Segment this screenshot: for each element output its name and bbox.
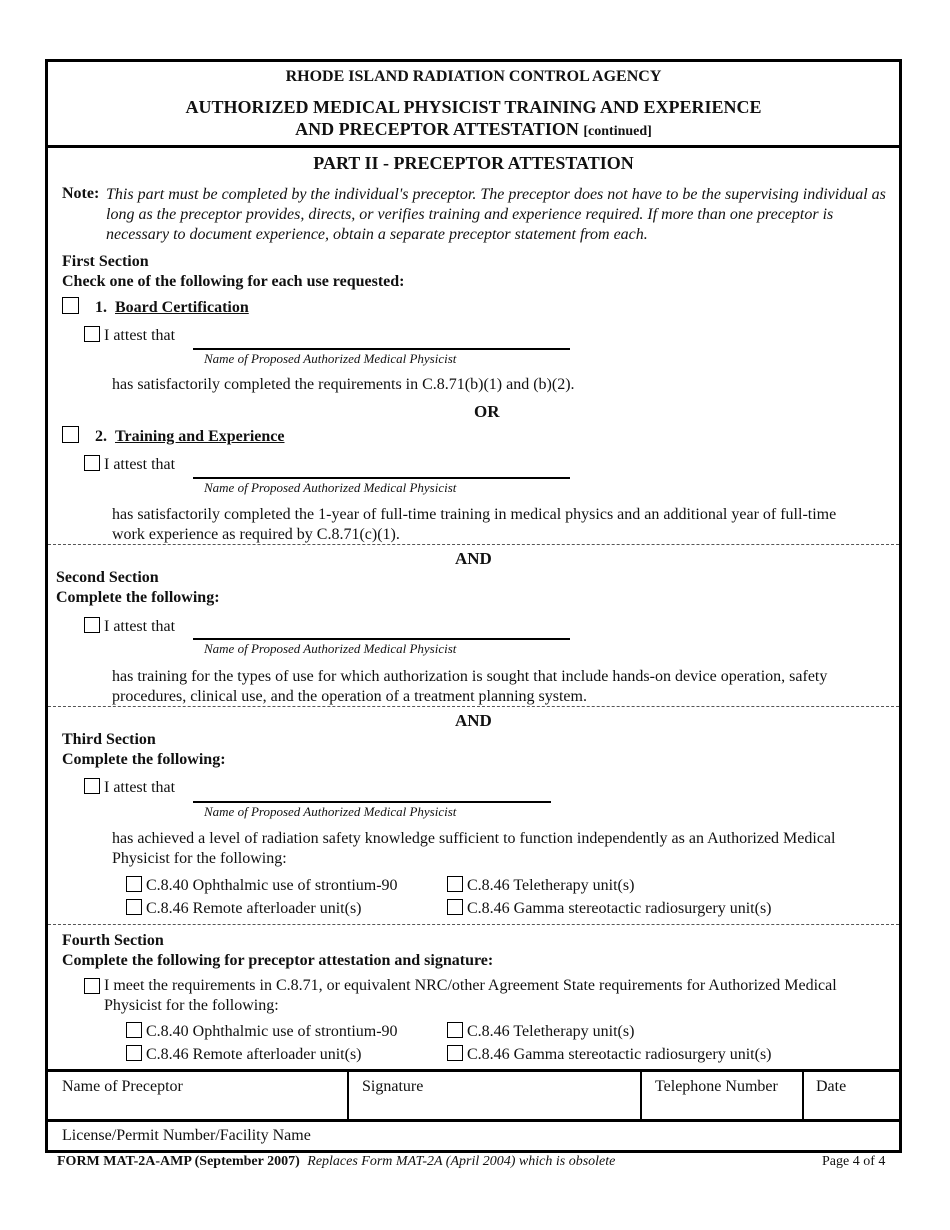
section4-option-ophthalmic — [126, 1022, 398, 1041]
option2-name-field[interactable] — [193, 477, 570, 479]
signature-col-divider-3 — [802, 1071, 804, 1120]
option2-number: 2. — [95, 428, 107, 445]
option1-attest-row — [84, 326, 175, 345]
section3-teletherapy-label: C.8.46 Teletherapy unit(s) — [467, 877, 635, 894]
license-field[interactable]: License/Permit Number/Facility Name — [62, 1127, 311, 1144]
section4-instruction: Complete the following for preceptor attestation and signature: — [62, 952, 494, 969]
section2-heading: Second Section — [56, 569, 159, 586]
section3-attest-row — [84, 778, 175, 797]
section4-statement: I meet the requirements in C.8.71, or equivalent NRC/other Agreement State requirements for Authorized Medical Physicist for the following: — [104, 977, 837, 1014]
section3-attest-checkbox[interactable] — [84, 778, 100, 794]
section3-afterloader-checkbox[interactable] — [126, 899, 142, 915]
section3-statement: has achieved a level of radiation safety knowledge sufficient to function independently as an Authorized Medical Physicist for the following: — [112, 830, 836, 867]
option1-name-caption: Name of Proposed Authorized Medical Physicist — [204, 351, 457, 366]
section3-gamma-checkbox[interactable] — [447, 899, 463, 915]
option2-statement: has satisfactorily completed the 1-year of full-time training in medical physics and an additional year of full-time work experience as required by C.8.71(c)(1). — [112, 506, 837, 543]
form-footer — [57, 1154, 615, 1170]
section-divider-3 — [48, 924, 899, 925]
section4-attest-checkbox[interactable] — [84, 978, 100, 994]
section4-gamma-checkbox[interactable] — [447, 1045, 463, 1061]
or-label: OR — [474, 402, 500, 421]
section4-heading: Fourth Section — [62, 932, 164, 949]
section2-statement: has training for the types of use for which authorization is sought that include hands-on device operation, safety procedures, clinical use, and the operation of a treatment planning system. — [112, 668, 828, 705]
section3-option-ophthalmic — [126, 876, 398, 895]
section3-ophthalmic-label: C.8.40 Ophthalmic use of strontium-90 — [146, 877, 398, 894]
part-title: PART II - PRECEPTOR ATTESTATION — [313, 153, 634, 173]
option2-checkbox[interactable] — [62, 426, 79, 443]
section4-attest-checkbox-wrap — [84, 978, 104, 997]
section4-teletherapy-label: C.8.46 Teletherapy unit(s) — [467, 1023, 635, 1040]
signature-table-top-border — [48, 1069, 899, 1072]
section2-attest-checkbox[interactable] — [84, 617, 100, 633]
section4-option-teletherapy — [447, 1022, 634, 1041]
option1-title: Board Certification — [115, 299, 249, 316]
option2-title: Training and Experience — [115, 428, 285, 445]
section4-ophthalmic-checkbox[interactable] — [126, 1022, 142, 1038]
option1-name-field[interactable] — [193, 348, 570, 350]
signature-col-divider-1 — [347, 1071, 349, 1120]
section3-name-field[interactable] — [193, 801, 551, 803]
section4-afterloader-checkbox[interactable] — [126, 1045, 142, 1061]
section2-name-caption: Name of Proposed Authorized Medical Physicist — [204, 641, 457, 656]
section2-attest-row — [84, 617, 175, 636]
section3-afterloader-label: C.8.46 Remote afterloader unit(s) — [146, 900, 362, 917]
option2-attest-row — [84, 455, 175, 474]
section2-attest-label: I attest that — [104, 618, 176, 635]
signature-col-divider-2 — [640, 1071, 642, 1120]
section4-option-afterloader — [126, 1045, 362, 1064]
section4-option-gamma — [447, 1045, 772, 1064]
section3-option-gamma — [447, 899, 772, 918]
option1-row — [62, 297, 249, 317]
section1-heading: First Section — [62, 253, 149, 270]
option1-statement: has satisfactorily completed the requirements in C.8.71(b)(1) and (b)(2). — [112, 376, 575, 393]
form-title-line2: AND PRECEPTOR ATTESTATION [continued] — [295, 119, 652, 139]
option2-row — [62, 426, 285, 446]
section4-teletherapy-checkbox[interactable] — [447, 1022, 463, 1038]
agency-name: RHODE ISLAND RADIATION CONTROL AGENCY — [285, 68, 662, 85]
telephone-field[interactable]: Telephone Number — [655, 1078, 778, 1095]
section3-heading: Third Section — [62, 731, 156, 748]
signature-field[interactable]: Signature — [362, 1078, 424, 1095]
section3-instruction: Complete the following: — [62, 751, 226, 768]
section4-ophthalmic-label: C.8.40 Ophthalmic use of strontium-90 — [146, 1023, 398, 1040]
option2-attest-label: I attest that — [104, 456, 176, 473]
section-divider-1 — [48, 544, 899, 545]
and-label-1: AND — [455, 549, 492, 568]
section2-name-field[interactable] — [193, 638, 570, 640]
page-number: Page 4 of 4 — [822, 1154, 886, 1169]
section4-gamma-label: C.8.46 Gamma stereotactic radiosurgery unit(s) — [467, 1046, 772, 1063]
section2-instruction: Complete the following: — [56, 589, 220, 606]
option1-attest-label: I attest that — [104, 327, 176, 344]
note-label: Note: — [62, 185, 100, 202]
section4-afterloader-label: C.8.46 Remote afterloader unit(s) — [146, 1046, 362, 1063]
section3-option-teletherapy — [447, 876, 634, 895]
and-label-2: AND — [455, 711, 492, 730]
section3-teletherapy-checkbox[interactable] — [447, 876, 463, 892]
form-title-line1: AUTHORIZED MEDICAL PHYSICIST TRAINING AND EXPERIENCE — [185, 97, 762, 117]
form-id: FORM MAT-2A-AMP (September 2007) — [57, 1154, 300, 1169]
option1-attest-checkbox[interactable] — [84, 326, 100, 342]
option2-attest-checkbox[interactable] — [84, 455, 100, 471]
date-field[interactable]: Date — [816, 1078, 847, 1095]
section3-attest-label: I attest that — [104, 779, 176, 796]
section-divider-2 — [48, 706, 899, 707]
name-of-preceptor-field[interactable]: Name of Preceptor — [62, 1078, 183, 1095]
section1-instruction: Check one of the following for each use requested: — [62, 273, 405, 290]
header-divider — [48, 145, 899, 148]
continued-label: [continued] — [583, 124, 652, 139]
replaces-note: Replaces Form MAT-2A (April 2004) which is obsolete — [307, 1154, 616, 1169]
section3-gamma-label: C.8.46 Gamma stereotactic radiosurgery unit(s) — [467, 900, 772, 917]
note-text: This part must be completed by the individual's preceptor. The preceptor does not have to be the supervising individual as long as the preceptor provides, directs, or verifies training and experience required. If more than one preceptor is necessary to document experience, obtain a separate preceptor statement from each. — [106, 186, 886, 243]
option1-checkbox[interactable] — [62, 297, 79, 314]
section3-ophthalmic-checkbox[interactable] — [126, 876, 142, 892]
section3-option-afterloader — [126, 899, 362, 918]
option1-number: 1. — [95, 299, 107, 316]
option2-name-caption: Name of Proposed Authorized Medical Physicist — [204, 480, 457, 495]
section3-name-caption: Name of Proposed Authorized Medical Physicist — [204, 804, 457, 819]
signature-table-middle-border — [48, 1119, 899, 1122]
